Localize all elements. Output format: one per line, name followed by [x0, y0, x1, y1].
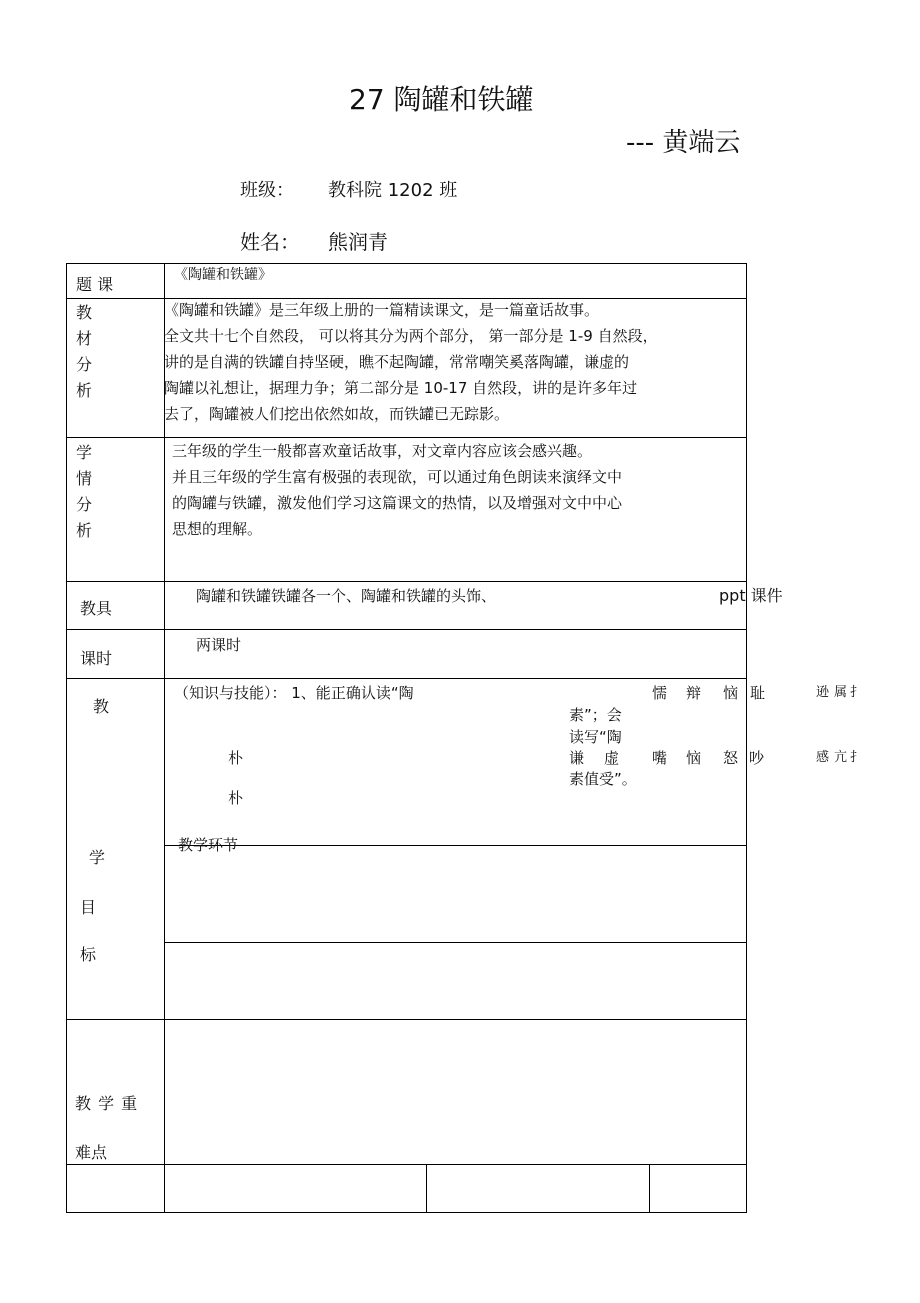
- tools-label: 教具: [80, 599, 113, 618]
- goal-char: 耻: [750, 684, 766, 702]
- goal-char: 怒: [723, 749, 739, 767]
- difficulty-label-1: 教 学 重: [75, 1094, 139, 1113]
- material-text: 《陶罐和铁罐》是三年级上册的一篇精读课文，是一篇童话故事。 全文共十七个自然段， 可以将其分为两个部分， 第一部分是 1-9 自然段， 讲的是自满的铁罐自持坚硬，瞧不起陶罐，常常嘲笑奚落陶罐，谦虚的 陶罐以礼想让，据理力争；第二部分是 10-17 自然段，讲的是许多年过 去了，陶罐被人们挖出依然如故，而铁罐已无踪影。: [164, 301, 658, 423]
- difficulty-label-2: 难点: [75, 1143, 108, 1162]
- goal-char: 恼: [686, 749, 702, 767]
- goals-col-b-end: 素值受”。: [569, 770, 637, 788]
- goals-label-1: 教: [93, 697, 110, 716]
- students-text: 三年级的学生一般都喜欢童话故事，对文章内容应该会感兴趣。 并且三年级的学生富有极强的表现欲，可以通过角色朗读来演绎文中 的陶罐与铁罐，激发他们学习这篇课文的热情，以及增强对文中中心 思想的理解。: [172, 442, 623, 538]
- teaching-step-label: 教学环节: [178, 836, 239, 854]
- students-label: 学 情 分 析: [76, 443, 93, 540]
- goals-label-3: 目: [80, 898, 97, 917]
- tools-value: 陶罐和铁罐铁罐各一个、陶罐和铁罐的头饰、: [196, 587, 497, 605]
- goals-pu-2: 朴: [228, 789, 244, 807]
- goal-char: 恼: [723, 684, 739, 702]
- goal-char: 吵: [749, 749, 765, 767]
- goal-char: 感: [816, 750, 830, 765]
- goal-char: 谦: [569, 749, 585, 767]
- goals-label-4: 标: [80, 945, 97, 964]
- goal-char: 亢: [834, 750, 848, 765]
- name-label: 姓名：: [240, 230, 300, 254]
- hours-label: 课时: [80, 649, 113, 668]
- goal-char: 扌: [850, 685, 864, 700]
- tools-extra: ppt 课件: [719, 586, 783, 605]
- goals-pu-1: 朴: [228, 749, 244, 767]
- class-label: 班级：: [240, 180, 294, 201]
- goals-label-2: 学: [89, 848, 106, 867]
- page-title: 27 陶罐和铁罐: [349, 83, 534, 116]
- name-value: 熊润青: [328, 230, 388, 254]
- goal-char: 逊: [816, 685, 830, 700]
- hours-value: 两课时: [196, 636, 242, 654]
- goal-char: 属: [834, 685, 848, 700]
- goal-char: 嘴: [652, 749, 668, 767]
- author: --- 黄端云: [626, 128, 741, 158]
- topic-label: 题 课: [76, 275, 114, 294]
- goals-col-b: 素”；会 读写“陶: [569, 706, 622, 746]
- topic-value: 《陶罐和铁罐》: [174, 267, 272, 283]
- goal-char: 辩: [686, 684, 702, 702]
- goals-line1: （知识与技能）： 1、能正确认读“陶: [174, 684, 414, 702]
- goal-char: 懦: [652, 684, 668, 702]
- goal-char: 虚: [604, 749, 620, 767]
- material-label: 教 材 分 析: [76, 303, 93, 400]
- goal-char: 扌: [850, 750, 864, 765]
- class-value: 教科院 1202 班: [328, 180, 458, 201]
